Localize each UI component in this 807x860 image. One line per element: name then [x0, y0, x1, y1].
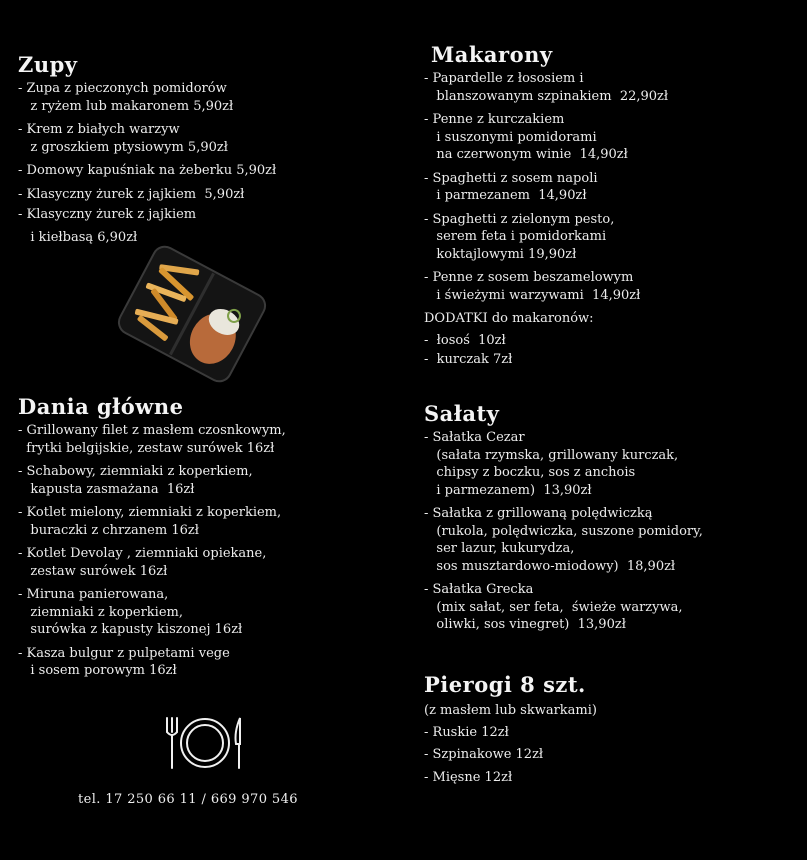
plate-fork-knife-icon [162, 712, 248, 774]
section-makarony [424, 42, 668, 369]
list-item: - Sałatka Grecka (mix sałat, ser feta, świeże warzywa, oliwki, sos vinegret) 13,90zł [424, 582, 683, 632]
section-dania-glowne [18, 394, 286, 680]
list-item: - Kotlet mielony, ziemniaki z koperkiem, buraczki z chrzanem 16zł [18, 505, 282, 538]
list-item: - Papardelle z łososiem i blanszowanym szpinakiem 22,90zł [424, 71, 669, 104]
phone-number: tel. 17 250 66 11 / 669 970 546 [78, 792, 298, 807]
makarony-list [424, 70, 668, 304]
list-item: - Szpinakowe 12zł [424, 747, 544, 762]
list-item: - Sałatka z grillowaną polędwiczką (rukola, polędwiczka, suszone pomidory, ser lazur, kukurydza, sos musztardowo-miodowy) 18,90zł [424, 506, 703, 574]
list-item: - Miruna panierowana, ziemniaki z koperkiem, surówka z kapusty kiszonej 16zł [18, 587, 243, 637]
dania-list [18, 422, 286, 680]
list-item: - Mięsne 12zł [424, 769, 513, 785]
dania-heading: Dania główne [18, 394, 184, 419]
list-item: - Zupa z pieczonych pomidorów z ryżem lub makaronem 5,90zł [18, 81, 234, 114]
section-salaty [424, 401, 703, 634]
zupy-heading: Zupy [18, 52, 78, 77]
list-item: - Penne z sosem beszamelowym i świeżymi warzywami 14,90zł [424, 270, 641, 303]
dodatki-list [424, 332, 668, 369]
list-item: - Sałatka Cezar (sałata rzymska, grillowany kurczak, chipsy z boczku, sos z anchois i parmezanem) 13,90zł [424, 430, 679, 498]
list-item: - Kasza bulgur z pulpetami vege i sosem porowym 16zł [18, 645, 230, 678]
list-item: - Penne z kurczakiem i suszonymi pomidorami na czerwonym winie 14,90zł [424, 112, 628, 162]
list-item: - Domowy kapuśniak na żeberku 5,90zł [18, 163, 277, 178]
list-item: - Kotlet Devolay , ziemniaki opiekane, zestaw surówek 16zł [18, 546, 267, 579]
list-item: - Klasyczny żurek z jajkiem 5,90zł [18, 186, 245, 202]
pierogi-list [424, 724, 597, 787]
pierogi-heading: Pierogi 8 szt. [424, 672, 586, 697]
salaty-heading: Sałaty [424, 401, 500, 426]
list-item: - kurczak 7zł [424, 352, 513, 367]
list-item: - Spaghetti z zielonym pesto, serem feta i pomidorkami koktajlowymi 19,90zł [424, 211, 615, 262]
food-container-image [112, 244, 272, 384]
section-pierogi [424, 672, 597, 786]
list-item: - Schabowy, ziemniaki z koperkiem, kapusta zasmażana 16zł [18, 464, 253, 497]
list-item: - Grillowany filet z masłem czosnkowym, frytki belgijskie, zestaw surówek 16zł [18, 423, 286, 456]
list-item: - łosoś 10zł [424, 332, 506, 348]
list-item: - Klasyczny żurek z jajkiem i kiełbasą 6,90zł [18, 207, 197, 245]
pierogi-note: (z masłem lub skwarkami) [424, 703, 597, 718]
list-item: - Spaghetti z sosem napoli i parmezanem 14,90zł [424, 170, 598, 203]
makarony-heading: Makarony [431, 42, 553, 67]
salaty-list [424, 429, 703, 634]
list-item: - Krem z białych warzyw z groszkiem ptysiowym 5,90zł [18, 122, 228, 155]
zupy-list [18, 80, 276, 244]
list-item: - Ruskie 12zł [424, 724, 509, 740]
dodatki-label: DODATKI do makaronów: [424, 311, 594, 326]
section-zupy [18, 52, 276, 244]
